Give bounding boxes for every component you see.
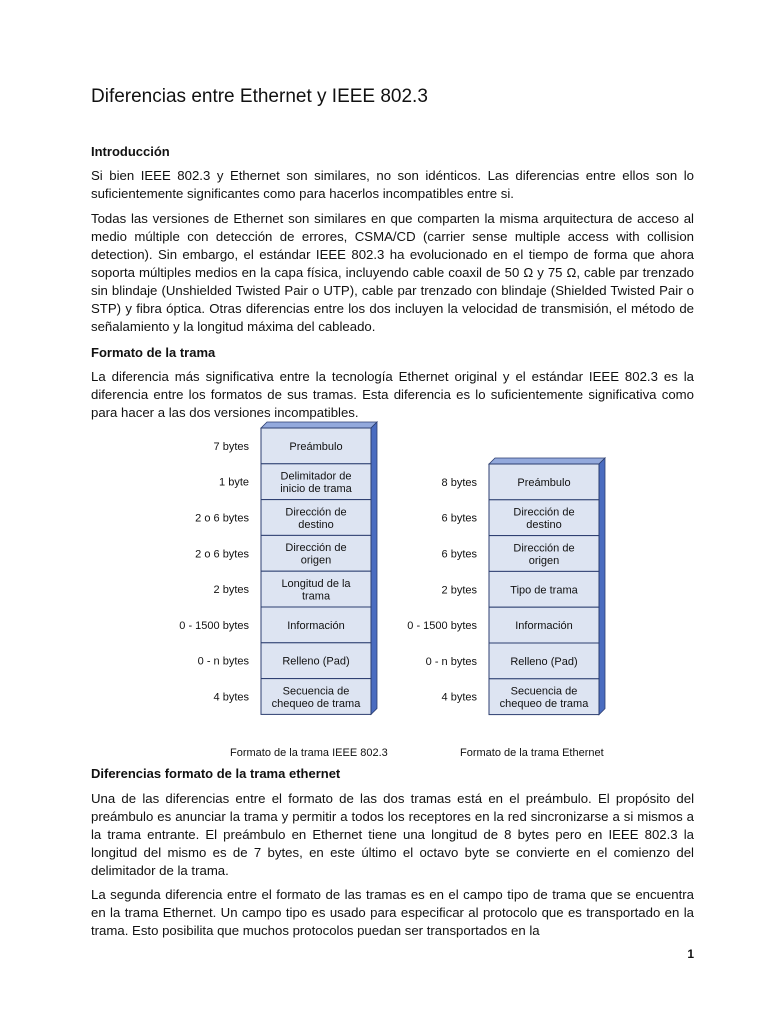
frame-differences-heading: Diferencias formato de la trama ethernet [91,766,341,781]
ieee8023-field-size: 2 bytes [213,584,249,597]
ieee8023-field-label: inicio de trama [280,482,352,495]
ieee8023-field-size: 0 - 1500 bytes [179,619,249,632]
ethernet-stack-top-face [489,458,605,464]
ieee8023-frame-caption: Formato de la trama IEEE 802.3 [230,747,388,759]
ieee8023-stack-side-face [371,422,377,714]
ieee8023-field-label: Secuencia de [282,685,350,698]
ethernet-field-size: 8 bytes [441,476,477,489]
ethernet-field-size: 6 bytes [441,512,477,525]
ethernet-field-label: origen [528,554,560,567]
ethernet-field-label: Tipo de trama [510,584,578,597]
ethernet-stack-side-face [599,458,605,715]
intro-paragraph-1: Si bien IEEE 802.3 y Ethernet son similares, no son idénticos. Las diferencias entre ellos son lo suficientemente significantes como para hacerlos incompatibles entre si. [91,168,694,201]
ethernet-field-label: Información [515,620,573,633]
ethernet-field-label: Relleno (Pad) [510,655,578,668]
intro-heading: Introducción [91,144,170,159]
ieee8023-field-size: 2 o 6 bytes [195,548,249,561]
ieee8023-field-size: 7 bytes [213,440,249,453]
ethernet-field-label: Secuencia de [510,685,578,698]
ethernet-field-label: chequeo de trama [499,697,589,710]
ieee8023-field-label: origen [300,554,332,567]
frame-format-paragraph: La diferencia más significativa entre la tecnología Ethernet original y el estándar IEEE 802.3 es la diferencia entre los formatos de sus tramas. Esta diferencia es lo suficientemente significativa como para hacer a las dos versiones incompatibles. [91,369,694,420]
ethernet-field-label: Dirección de [513,542,575,555]
ieee8023-field-label: destino [298,518,334,531]
ieee8023-field-label: Dirección de [285,542,347,555]
ethernet-frame-caption: Formato de la trama Ethernet [460,747,604,759]
document-title: Diferencias entre Ethernet y IEEE 802.3 [91,86,428,107]
ethernet-field-size: 4 bytes [441,691,477,704]
ieee8023-field-size: 2 o 6 bytes [195,512,249,525]
intro-paragraph-2: Todas las versiones de Ethernet son similares en que comparten la misma arquitectura de acceso al medio múltiple con detección de errores, CSMA/CD (carrier sense multiple access with collision detection). Sin embargo, el estándar IEEE 802.3 ha evolucionado en el tiempo de forma que ahora soporta múltiples medios en la capa física, incluyendo cable coaxil de 50 Ω y 75 Ω, cable par trenzado sin blindaje (Unshielded Twisted Pair o UTP), cable par trenzado con blindaje (Shielded Twisted Pair o STP) y fibra óptica. Otras diferencias entre los dos incluyen la velocidad de transmisión, el método de señalamiento y la longitud máxima del cableado. [91,211,694,334]
frame-differences-paragraph-1: Una de las diferencias entre el formato de las dos tramas está en el preámbulo. El propósito del preámbulo es anunciar la trama y permitir a todos los receptores en la red sincronizarse a si mismos a la trama entrante. El preámbulo en Ethernet tiene una longitud de 8 bytes pero en IEEE 802.3 la longitud del mismo es de 7 bytes, en este último el octavo byte se convierte en el comienzo del delimitador de la trama. [91,791,694,878]
ieee8023-field-label: Dirección de [285,506,347,519]
ethernet-field-size: 0 - n bytes [425,655,477,668]
frame-format-heading: Formato de la trama [91,345,216,360]
frame-format-figure [160,420,630,765]
ethernet-field-label: destino [526,518,562,531]
ieee8023-frame-stack [179,422,387,759]
ethernet-field-size: 2 bytes [441,584,477,597]
ethernet-field-size: 0 - 1500 bytes [407,620,477,633]
ethernet-field-label: Preámbulo [517,476,571,489]
ethernet-field-label: Dirección de [513,506,575,519]
ieee8023-field-size: 0 - n bytes [197,655,249,668]
ieee8023-stack-top-face [261,422,377,428]
ieee8023-field-label: Preámbulo [289,440,343,453]
frame-format-diagram [160,420,630,765]
ieee8023-field-label: Información [287,619,345,632]
ieee8023-field-label: chequeo de trama [271,697,361,710]
ieee8023-field-label: Longitud de la [281,577,351,590]
ieee8023-field-label: trama [301,590,331,603]
ethernet-frame-stack [407,458,605,759]
ieee8023-field-size: 4 bytes [213,691,249,704]
ethernet-field-size: 6 bytes [441,548,477,561]
ieee8023-field-label: Delimitador de [280,470,352,483]
frame-differences-paragraph-2: La segunda diferencia entre el formato de las tramas es en el campo tipo de trama que se encuentra en la trama Ethernet. Un campo tipo es usado para especificar al protocolo que es transportado en la trama. Esto posibilita que muchos protocolos puedan ser transportados en la [91,887,694,938]
ieee8023-field-size: 1 byte [219,476,249,489]
page-number: 1 [687,947,694,961]
ieee8023-field-label: Relleno (Pad) [282,655,350,668]
